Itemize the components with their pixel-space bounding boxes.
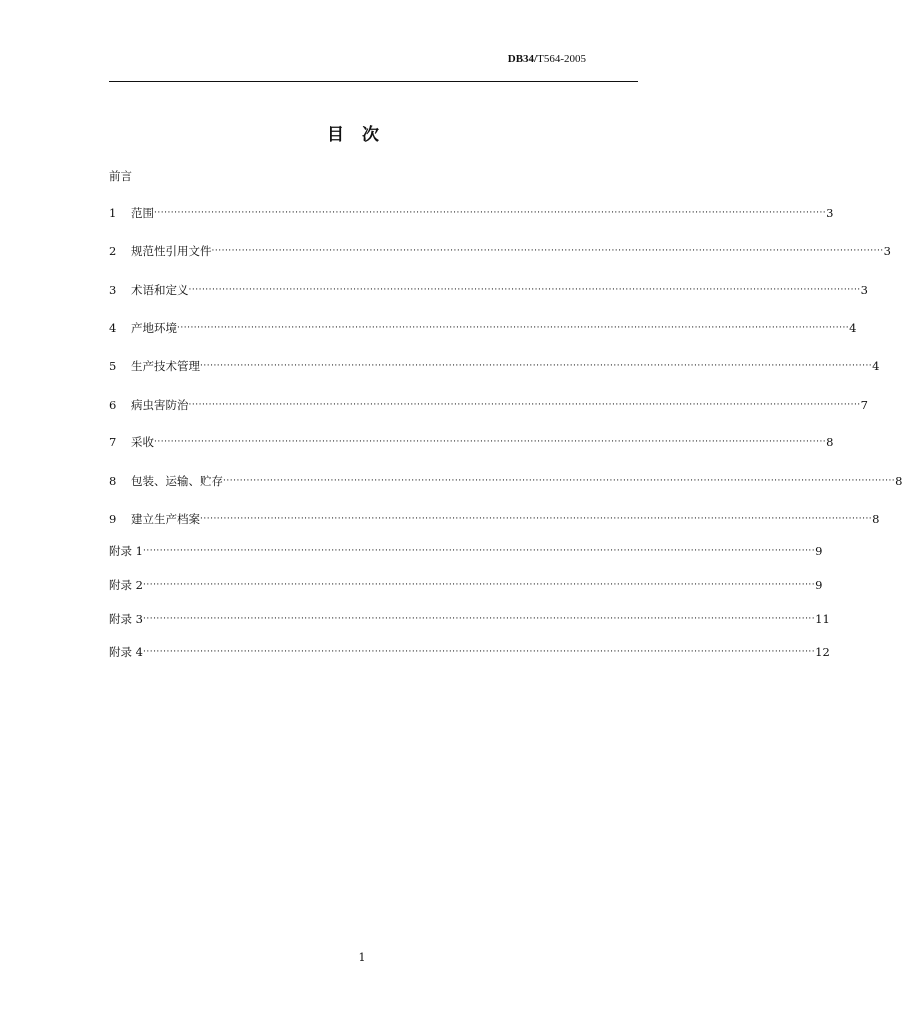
toc-leader-dots: ········································································································································································································ <box>177 323 850 333</box>
toc-leader-dots: ········································································································································································································ <box>188 400 861 410</box>
toc-entry-page: 9 <box>815 544 823 558</box>
document-code-prefix: DB34/ <box>507 53 538 65</box>
toc-entry-page: 8 <box>826 435 834 449</box>
toc-entry-label: 建立生产档案 <box>131 512 200 526</box>
toc-entry-label: 产地环境 <box>131 321 177 335</box>
toc-entry-page: 9 <box>815 578 823 592</box>
toc-entry-number: 4 <box>109 321 117 335</box>
toc-entry-page: 12 <box>815 645 830 659</box>
toc-entry[interactable] <box>109 243 891 259</box>
toc-entry-page: 8 <box>872 512 880 526</box>
toc-leader-dots: ········································································································································································································ <box>211 246 884 256</box>
toc-entry-number: 2 <box>109 244 117 258</box>
toc-entry[interactable] <box>109 282 868 298</box>
toc-entry-label: 附录 1 <box>109 544 143 558</box>
header-divider <box>109 81 638 82</box>
toc-entry-number: 6 <box>109 398 117 412</box>
toc-leader-dots: ········································································································································································································ <box>154 437 827 447</box>
toc-entry-number: 3 <box>109 283 117 297</box>
toc-entry-label: 包装、运输、贮存 <box>131 474 223 488</box>
toc-entry[interactable] <box>109 511 880 527</box>
toc-entry[interactable] <box>109 397 868 413</box>
toc-entry-number: 7 <box>109 435 117 449</box>
toc-entry-page: 8 <box>895 474 903 488</box>
toc-entry-label: 病虫害防治 <box>131 398 189 412</box>
toc-entry-page: 4 <box>872 359 880 373</box>
toc-entry-label: 规范性引用文件 <box>131 244 212 258</box>
toc-entry[interactable] <box>109 434 834 450</box>
toc-entry[interactable] <box>109 577 823 593</box>
toc-leader-dots: ········································································································································································································ <box>142 580 816 590</box>
page-number: 1 <box>358 951 366 964</box>
toc-entry-label: 附录 2 <box>109 578 143 592</box>
toc-entry[interactable] <box>109 473 903 489</box>
toc-entry-number: 5 <box>109 359 117 373</box>
toc-entry-page: 3 <box>860 283 868 297</box>
toc-entry-page: 3 <box>826 206 834 220</box>
document-code <box>508 53 586 65</box>
toc-leader-dots: ········································································································································································································ <box>200 514 873 524</box>
toc-entry[interactable] <box>109 644 830 660</box>
toc-leader-dots: ········································································································································································································ <box>142 614 816 624</box>
toc-entry-page: 7 <box>860 398 868 412</box>
toc-entry-label: 附录 4 <box>109 645 143 659</box>
toc-entry-label: 范围 <box>131 206 154 220</box>
toc-foreword[interactable]: 前言 <box>109 169 132 183</box>
toc-leader-dots: ········································································································································································································ <box>223 476 896 486</box>
toc-leader-dots: ········································································································································································································ <box>142 546 816 556</box>
toc-entry-page: 4 <box>849 321 857 335</box>
toc-leader-dots: ········································································································································································································ <box>188 285 861 295</box>
toc-entry-label: 生产技术管理 <box>131 359 200 373</box>
toc-entry[interactable] <box>109 205 834 221</box>
toc-leader-dots: ········································································································································································································ <box>200 361 873 371</box>
toc-entry-label: 术语和定义 <box>131 283 189 297</box>
toc-entry-number: 9 <box>109 512 117 526</box>
document-code-suffix: T564-2005 <box>537 53 586 65</box>
toc-entry-number: 1 <box>109 206 117 220</box>
toc-entry[interactable] <box>109 320 857 336</box>
toc-entry-page: 3 <box>883 244 891 258</box>
toc-leader-dots: ········································································································································································································ <box>142 647 816 657</box>
toc-entry[interactable] <box>109 543 823 559</box>
toc-entry[interactable] <box>109 611 830 627</box>
toc-entry-label: 附录 3 <box>109 612 143 626</box>
toc-leader-dots: ········································································································································································································ <box>154 208 827 218</box>
toc-title: 目次 <box>327 125 397 145</box>
toc-entry[interactable] <box>109 358 880 374</box>
toc-entry-number: 8 <box>109 474 117 488</box>
toc-entry-label: 采收 <box>131 435 154 449</box>
toc-entry-page: 11 <box>815 612 830 626</box>
